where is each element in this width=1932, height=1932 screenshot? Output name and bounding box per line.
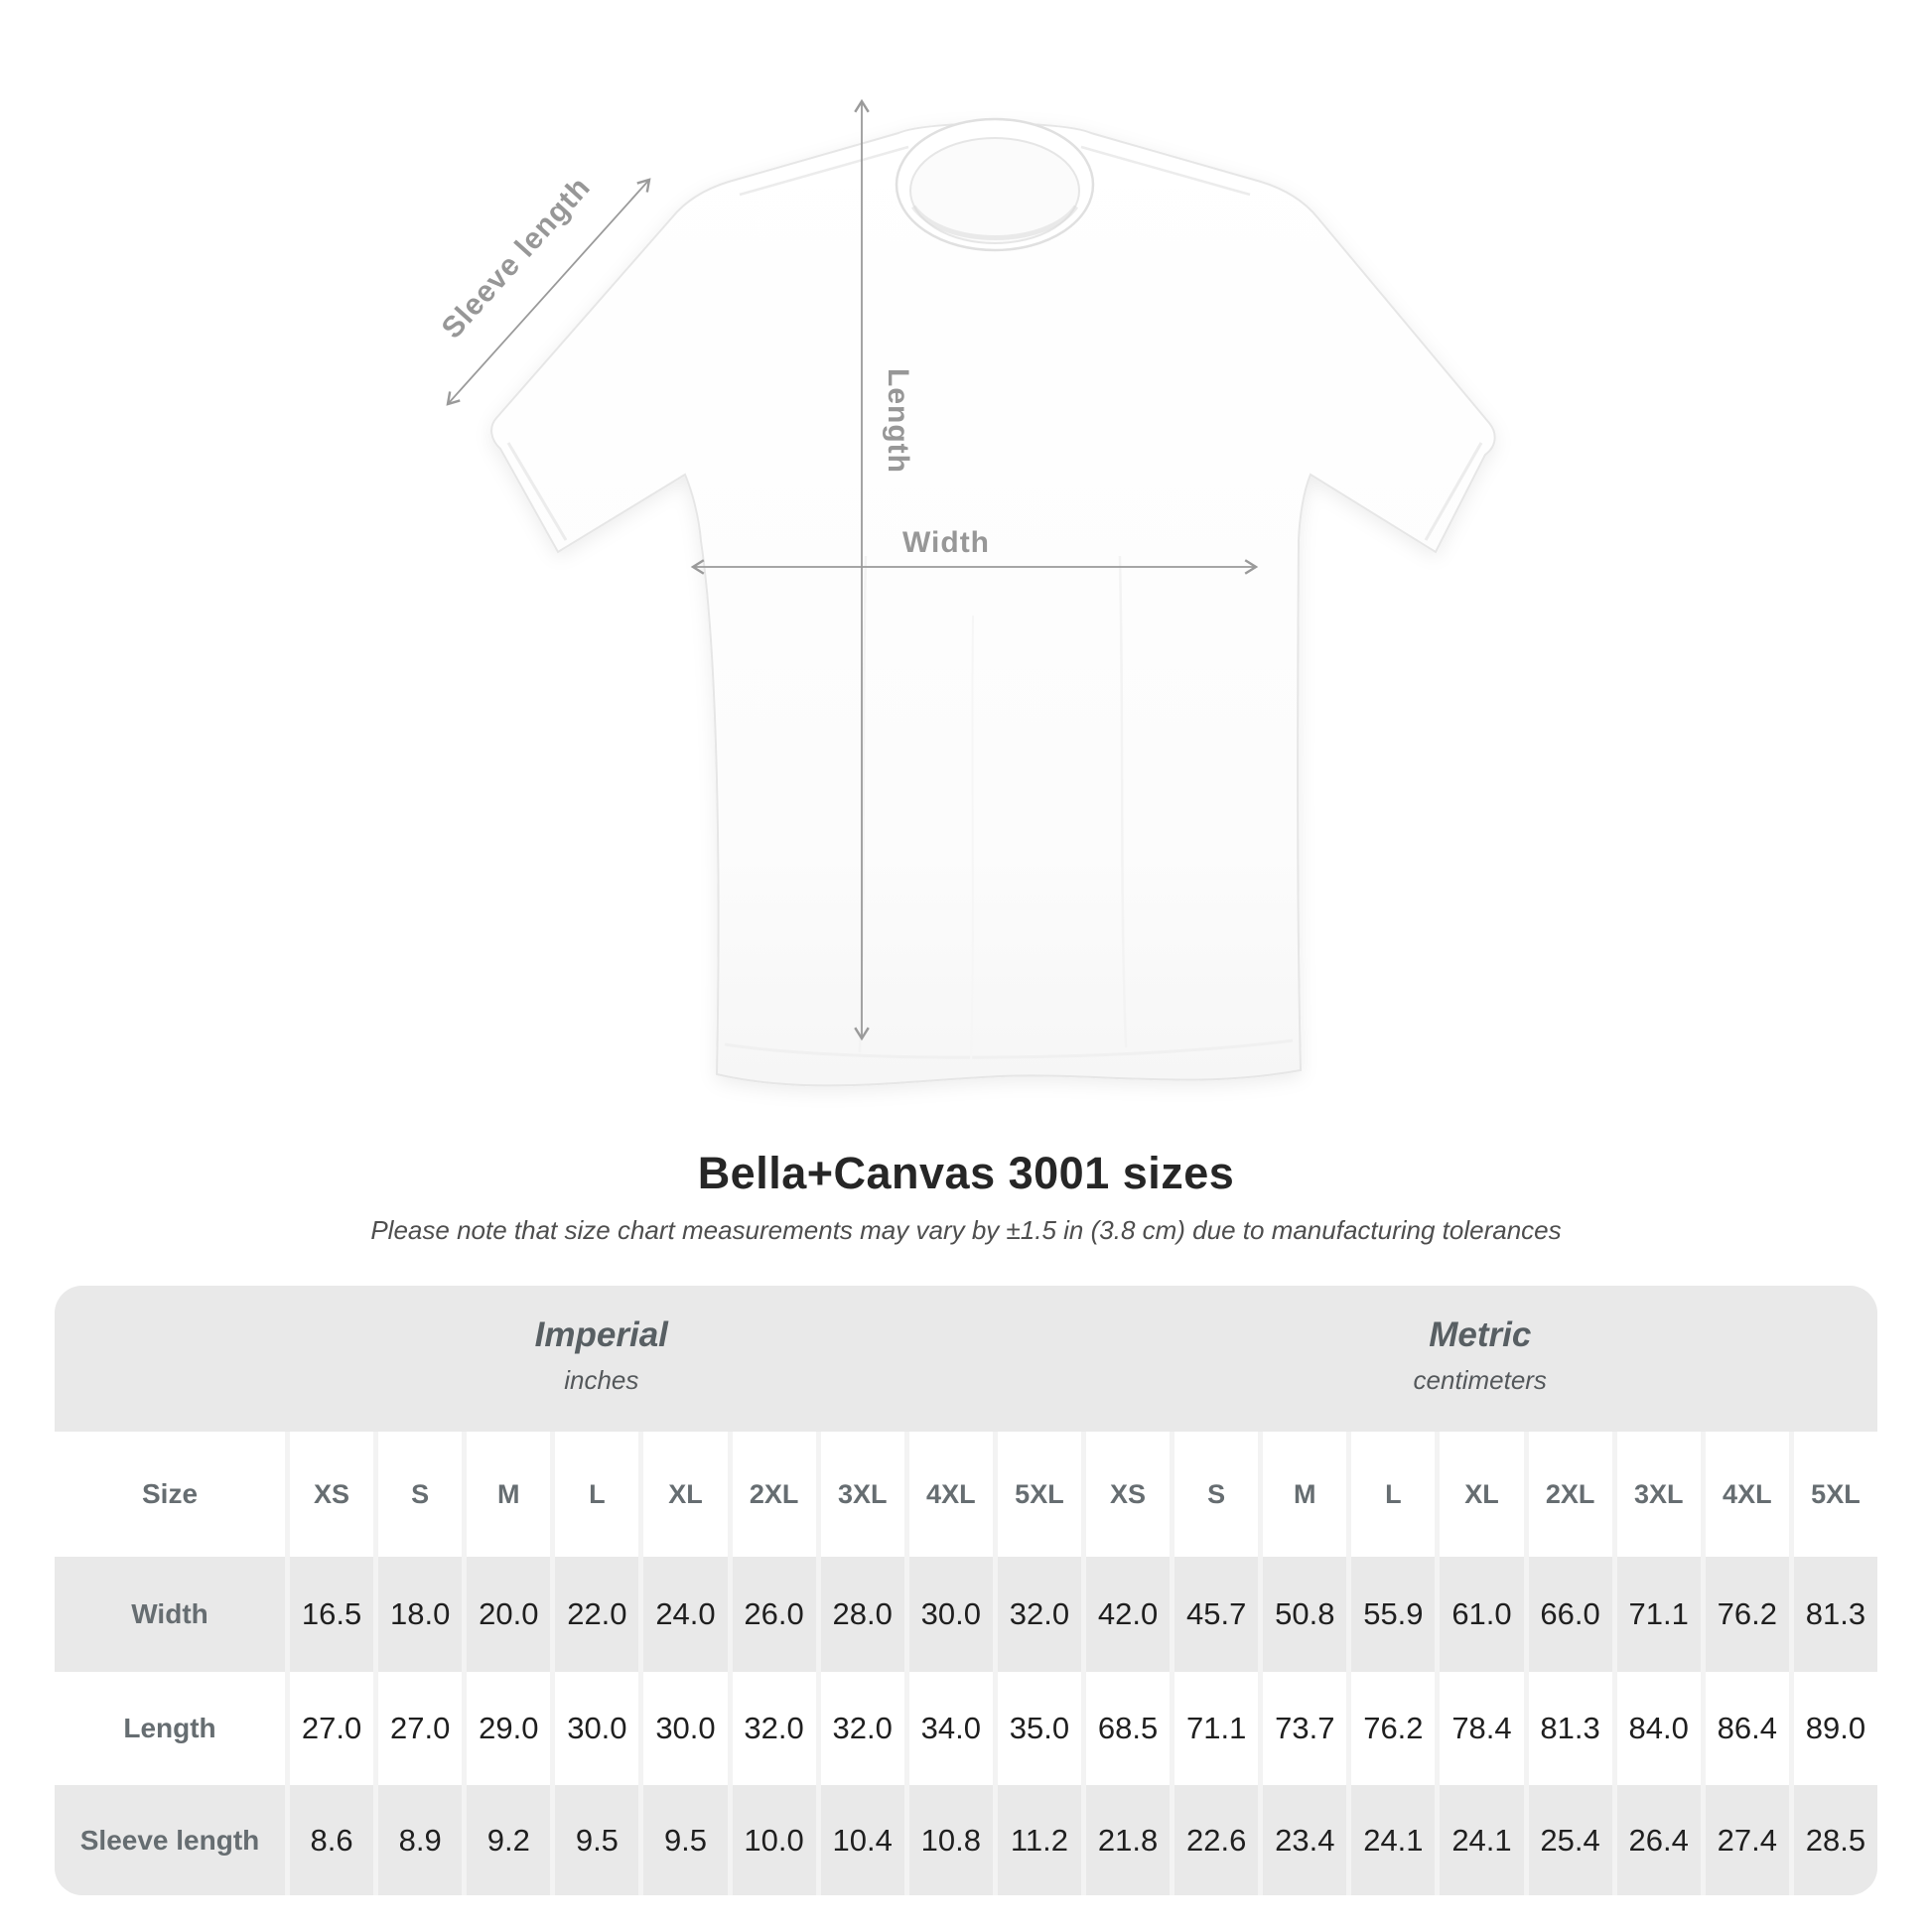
sleeve-in-cell: 11.2 <box>998 1785 1081 1895</box>
width-in-cell: 32.0 <box>998 1557 1081 1672</box>
size-header-metric: 2XL <box>1529 1432 1612 1557</box>
width-in-cell: 30.0 <box>909 1557 993 1672</box>
length-cm-cell: 81.3 <box>1529 1672 1612 1785</box>
sleeve-in-cell: 9.5 <box>555 1785 638 1895</box>
size-header-metric: 4XL <box>1706 1432 1789 1557</box>
length-in-cell: 34.0 <box>909 1672 993 1785</box>
sleeve-in-cell: 8.6 <box>290 1785 373 1895</box>
row-label-sleeve-length: Sleeve length <box>55 1785 285 1895</box>
width-cm-cell: 81.3 <box>1794 1557 1877 1672</box>
width-cm-cell: 42.0 <box>1086 1557 1170 1672</box>
sleeve-cm-cell: 23.4 <box>1263 1785 1346 1895</box>
size-header-metric: S <box>1174 1432 1258 1557</box>
sleeve-in-cell: 8.9 <box>378 1785 462 1895</box>
size-chart-table <box>55 1286 1877 1895</box>
width-cm-cell: 50.8 <box>1263 1557 1346 1672</box>
sleeve-in-cell: 10.4 <box>821 1785 904 1895</box>
sleeve-cm-cell: 27.4 <box>1706 1785 1789 1895</box>
size-header-metric: L <box>1351 1432 1435 1557</box>
size-header-imperial: XL <box>643 1432 727 1557</box>
size-header-metric: M <box>1263 1432 1346 1557</box>
length-cm-cell: 84.0 <box>1617 1672 1701 1785</box>
tolerance-note: Please note that size chart measurements may vary by ±1.5 in (3.8 cm) due to manufacturing tolerances <box>370 1215 1562 1245</box>
sleeve-cm-cell: 25.4 <box>1529 1785 1612 1895</box>
length-in-cell: 35.0 <box>998 1672 1081 1785</box>
length-in-cell: 30.0 <box>643 1672 727 1785</box>
width-cm-cell: 45.7 <box>1174 1557 1258 1672</box>
length-cm-cell: 68.5 <box>1086 1672 1170 1785</box>
size-header-metric: XS <box>1086 1432 1170 1557</box>
width-cm-cell: 55.9 <box>1351 1557 1435 1672</box>
sleeve-in-cell: 10.0 <box>733 1785 816 1895</box>
width-in-cell: 22.0 <box>555 1557 638 1672</box>
sleeve-in-cell: 10.8 <box>909 1785 993 1895</box>
metric-units-label: centimeters <box>1413 1365 1547 1395</box>
table-header-band <box>55 1286 1877 1432</box>
sleeve-cm-cell: 21.8 <box>1086 1785 1170 1895</box>
width-in-cell: 28.0 <box>821 1557 904 1672</box>
length-in-cell: 30.0 <box>555 1672 638 1785</box>
metric-section-header <box>1414 1315 1547 1396</box>
length-cm-cell: 89.0 <box>1794 1672 1877 1785</box>
length-arrow-label: Length <box>882 368 914 474</box>
width-in-cell: 24.0 <box>643 1557 727 1672</box>
width-cm-cell: 76.2 <box>1706 1557 1789 1672</box>
sleeve-cm-cell: 24.1 <box>1351 1785 1435 1895</box>
size-header-imperial: 5XL <box>998 1432 1081 1557</box>
width-cm-cell: 71.1 <box>1617 1557 1701 1672</box>
row-label-width: Width <box>55 1557 285 1672</box>
size-header-metric: 3XL <box>1617 1432 1701 1557</box>
size-header-imperial: XS <box>290 1432 373 1557</box>
width-in-cell: 26.0 <box>733 1557 816 1672</box>
sleeve-length-arrow-label: Sleeve length <box>435 170 598 345</box>
row-label-length: Length <box>55 1672 285 1785</box>
length-in-cell: 32.0 <box>821 1672 904 1785</box>
size-header-imperial: 4XL <box>909 1432 993 1557</box>
metric-label: Metric <box>1429 1315 1532 1354</box>
sleeve-in-cell: 9.5 <box>643 1785 727 1895</box>
size-header-metric: 5XL <box>1794 1432 1877 1557</box>
length-in-cell: 27.0 <box>290 1672 373 1785</box>
tshirt-graphic <box>491 119 1495 1085</box>
sleeve-cm-cell: 26.4 <box>1617 1785 1701 1895</box>
imperial-section-header <box>535 1315 668 1396</box>
length-in-cell: 32.0 <box>733 1672 816 1785</box>
length-in-cell: 29.0 <box>467 1672 550 1785</box>
imperial-label: Imperial <box>534 1315 668 1354</box>
length-cm-cell: 73.7 <box>1263 1672 1346 1785</box>
length-in-cell: 27.0 <box>378 1672 462 1785</box>
width-arrow-label: Width <box>901 526 991 559</box>
length-cm-cell: 76.2 <box>1351 1672 1435 1785</box>
length-cm-cell: 71.1 <box>1174 1672 1258 1785</box>
width-in-cell: 18.0 <box>378 1557 462 1672</box>
page-title: Bella+Canvas 3001 sizes <box>697 1148 1235 1198</box>
width-in-cell: 16.5 <box>290 1557 373 1672</box>
size-header-imperial: S <box>378 1432 462 1557</box>
length-cm-cell: 86.4 <box>1706 1672 1789 1785</box>
size-column-header: Size <box>55 1432 285 1557</box>
size-header-metric: XL <box>1440 1432 1523 1557</box>
sleeve-cm-cell: 24.1 <box>1440 1785 1523 1895</box>
width-in-cell: 20.0 <box>467 1557 550 1672</box>
sleeve-in-cell: 9.2 <box>467 1785 550 1895</box>
size-header-imperial: 3XL <box>821 1432 904 1557</box>
size-header-imperial: L <box>555 1432 638 1557</box>
size-header-imperial: 2XL <box>733 1432 816 1557</box>
size-header-imperial: M <box>467 1432 550 1557</box>
width-cm-cell: 61.0 <box>1440 1557 1523 1672</box>
title-block <box>0 1148 1932 1246</box>
imperial-units-label: inches <box>564 1365 639 1395</box>
width-cm-cell: 66.0 <box>1529 1557 1612 1672</box>
sleeve-cm-cell: 22.6 <box>1174 1785 1258 1895</box>
length-cm-cell: 78.4 <box>1440 1672 1523 1785</box>
sleeve-cm-cell: 28.5 <box>1794 1785 1877 1895</box>
